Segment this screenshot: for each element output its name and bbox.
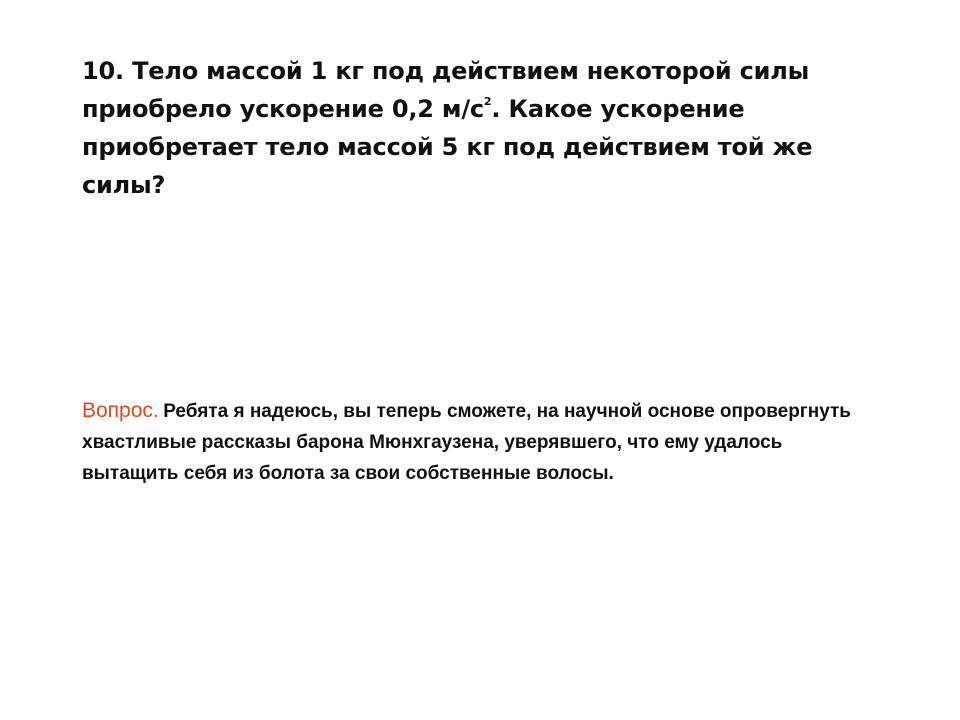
exponent-superscript: 2 [483, 95, 492, 108]
problem-text-rest: . Какое ускорение приобретает тело массой 5 кг под действием той же силы? [82, 95, 813, 199]
problem-text-main: 10. Тело массой 1 кг под действием некоторой силы приобрело ускорение 0,2 м/с [82, 57, 810, 123]
problem-statement [82, 52, 862, 204]
question-label: Вопрос. [82, 399, 159, 422]
question-text: Ребята я надеюсь, вы теперь сможете, на научной основе опровергнуть хвастливые рассказы барона Мюнхгаузена, уверявшего, что ему удалось вытащить себя из болота за свои собственные волосы. [82, 401, 851, 484]
question-block [82, 396, 882, 490]
